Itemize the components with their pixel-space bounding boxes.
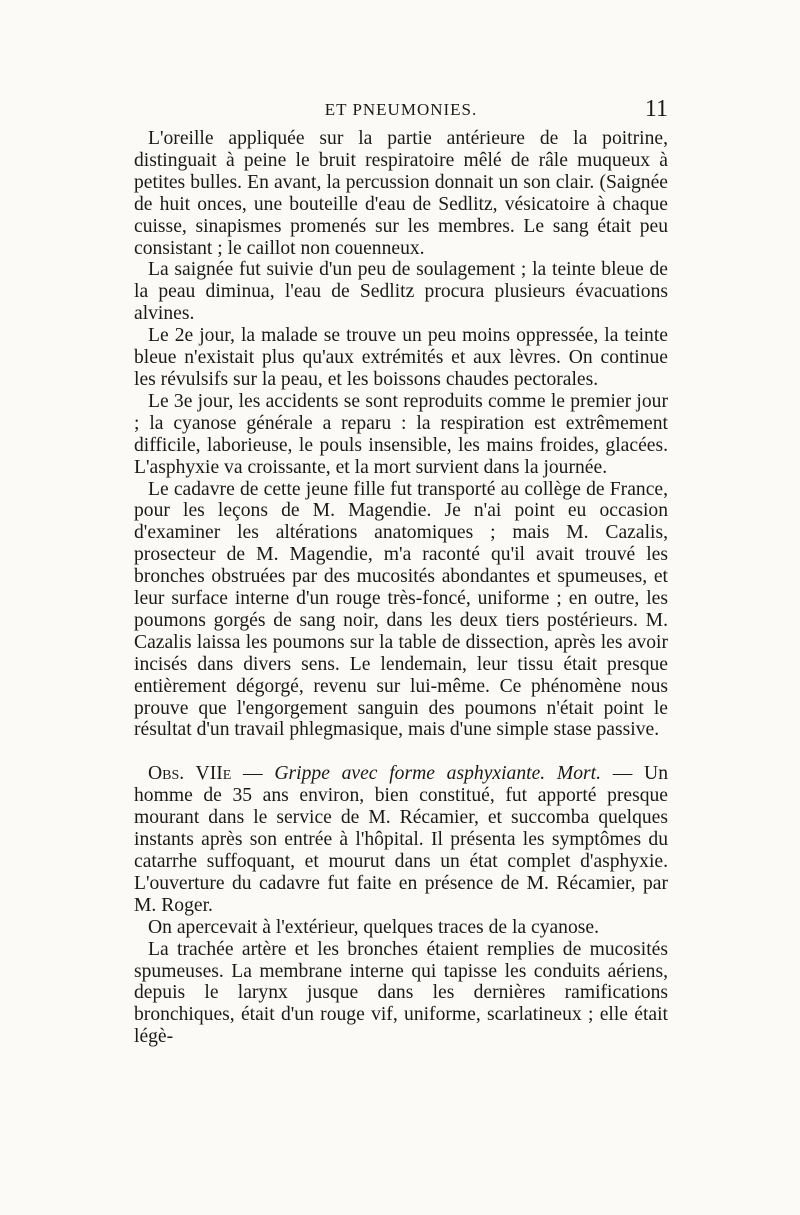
paragraph: La saignée fut suivie d'un peu de soulagement ; la teinte bleue de la peau diminua, l'eau de Sedlitz procura plusieurs évacuations alvines. [134, 259, 668, 325]
running-title: ET PNEUMONIES. [324, 100, 478, 119]
paragraph: La trachée artère et les bronches étaient remplies de mucosités spumeuses. La membrane interne qui tapisse les conduits aériens, depuis le larynx jusque dans les dernières ramifications bronchiques, était d'un rouge vif, uniforme, scarlatineux ; elle était légè- [134, 938, 668, 1048]
observation-dash: — [231, 763, 275, 785]
paragraph: Le 3e jour, les accidents se sont reproduits comme le premier jour ; la cyanose générale a reparu : la respiration est extrêmement difficile, laborieuse, le pouls insensible, les mains froides, glacées. L'asphyxie va croissante, et la mort survient dans la journée. [134, 390, 668, 478]
paragraph: On apercevait à l'extérieur, quelques traces de la cyanose. [148, 916, 600, 938]
paragraph: Le 2e jour, la malade se trouve un peu moins oppressée, la teinte bleue n'existait plus qu'aux extrémités et aux lèvres. On continue les révulsifs sur la peau, et les boissons chaudes pectorales. [134, 325, 668, 390]
running-head [134, 96, 668, 126]
body-text [134, 128, 668, 1048]
paragraph: Le cadavre de cette jeune fille fut transporté au collège de France, pour les leçons de M. Magendie. Je n'ai point eu occasion d'examiner les altérations anatomiques ; mais M. Cazalis, prosecteur de M. Magendie, m'a raconté qu'il avait trouvé les bronches obstruées par des mucosités abondantes et spumeuses, et leur surface interne d'un rouge très-foncé, uniforme ; en outre, les poumons gorgés de sang noir, dans les deux tiers postérieurs. M. Cazalis laissa les poumons sur la table de dissection, après les avoir incisés dans divers sens. Le lendemain, leur tissu était presque entièrement dégorgé, revenu sur lui-même. Ce phénomène nous prouve que l'engorgement sanguin des poumons n'était point le résultat d'un travail phlegmasique, mais d'une simple stase passive. [134, 478, 668, 741]
observation-title: Grippe avec forme asphyxiante. Mort. [274, 763, 601, 785]
observation-paragraph [134, 763, 668, 916]
page-number: 11 [644, 96, 668, 122]
paragraph: L'oreille appliquée sur la partie antérieure de la poitrine, distinguait à peine le bruit respiratoire mêlé de râle muqueux à petites bulles. En avant, la percussion donnait un son clair. (Saignée de huit onces, une bouteille d'eau de Sedlitz, vésicatoire à chaque cuisse, sinapismes promenés sur les membres. Le sang était peu consistant ; le caillot non couenneux. [134, 128, 668, 259]
observation-label: Obs. VIIe [148, 763, 232, 785]
observation-text: — Un homme de 35 ans environ, bien constitué, fut apporté presque mourant dans le service de M. Récamier, et succomba quelques instants après son entrée à l'hôpital. Il présenta les symptômes du catarrhe suffoquant, et mourut dans un état complet d'asphyxie. L'ouverture du cadavre fut faite en présence de M. Récamier, par M. Roger. [134, 763, 669, 916]
